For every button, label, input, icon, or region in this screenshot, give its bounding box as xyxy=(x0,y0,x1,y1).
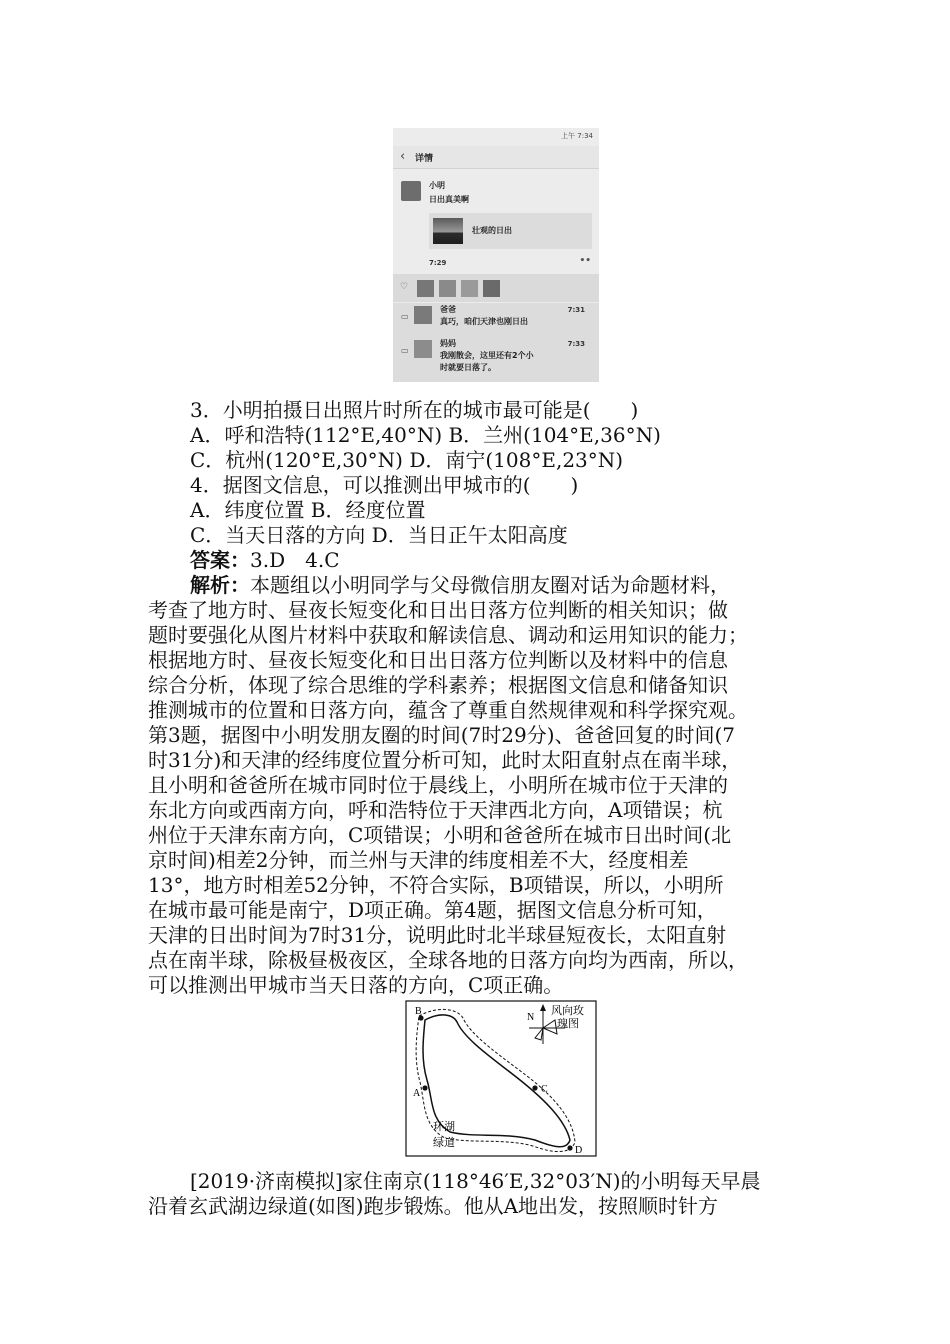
explanation-first-line xyxy=(190,573,730,597)
explanation-line: 13°，地方时相差52分钟，不符合实际，B项错误，所以，小明所 xyxy=(148,873,724,897)
north-label: N xyxy=(527,1012,535,1023)
comment-text: 我刚散会，这里还有2个小 xyxy=(440,351,534,360)
back-arrow-icon[interactable]: ‹ xyxy=(400,149,406,164)
wechat-moments-screenshot xyxy=(393,128,599,382)
sunrise-thumbnail xyxy=(433,218,463,244)
next-problem-line: [2019·济南模拟]家住南京(118°46′E,32°03′N)的小明每天早晨 xyxy=(190,1169,761,1193)
explanation-line: 在城市最可能是南宁，D项正确。第4题，据图文信息分析可知， xyxy=(148,898,717,922)
comment-text: 真巧，咱们天津也刚日出 xyxy=(440,317,528,326)
avatar[interactable] xyxy=(414,306,432,324)
post-text: 日出真美啊 xyxy=(429,195,469,204)
explanation-line: 点在南半球，除极昼极夜区，全球各地的日落方向均为西南，所以， xyxy=(148,948,748,972)
explanation-line: 考查了地方时、昼夜长短变化和日出日落方位判断的相关知识；做 xyxy=(148,598,728,622)
answer-value: 3.D 4.C xyxy=(250,548,340,572)
link-title: 壮观的日出 xyxy=(472,226,512,235)
explanation-line: 时31分)和天津的经纬度位置分析可知，此时太阳直射点在南半球， xyxy=(148,748,742,772)
explanation-text: 本题组以小明同学与父母微信朋友圈对话为命题材料， xyxy=(250,573,730,597)
explanation-line: 天津的日出时间为7时31分，说明此时北半球昼短夜长，太阳直射 xyxy=(148,923,727,947)
greenway-label: 环湖 xyxy=(433,1120,455,1133)
page-title: 详情 xyxy=(415,154,434,164)
avatar[interactable] xyxy=(414,340,432,358)
comment-time: 7:33 xyxy=(567,340,585,348)
question-3-options-cd: C．杭州(120°E,30°N) D．南宁(108°E,23°N) xyxy=(190,448,624,472)
wind-rose-label: 风向玫 xyxy=(551,1004,584,1017)
answer-label: 答案： xyxy=(190,548,250,572)
avatar[interactable] xyxy=(401,181,421,201)
comment-author[interactable]: 妈妈 xyxy=(440,339,456,348)
explanation-line: 东北方向或西南方向，呼和浩特位于天津西北方向，A项错误；杭 xyxy=(148,798,723,822)
point-c-marker xyxy=(532,1085,537,1090)
question-3-options-ab: A．呼和浩特(112°E,40°N) B．兰州(104°E,36°N) xyxy=(190,423,661,447)
avatar[interactable] xyxy=(461,280,478,297)
explanation-line: 推测城市的位置和日落方向，蕴含了尊重自然规律观和科学探究观。 xyxy=(148,698,748,722)
comment-text: 时就要日落了。 xyxy=(440,363,496,372)
north-arrowhead xyxy=(540,1004,546,1011)
point-d-marker xyxy=(567,1145,572,1150)
comment-author[interactable]: 爸爸 xyxy=(440,305,456,314)
question-4-options-cd: C．当天日落的方向 D．当日正午太阳高度 xyxy=(190,523,568,547)
point-b-label: B xyxy=(415,1006,422,1017)
explanation-line: 可以推测出甲城市当天日落的方向，C项正确。 xyxy=(148,973,564,997)
answer-line xyxy=(190,548,340,572)
post-time: 7:29 xyxy=(429,259,447,267)
wind-rose-petals xyxy=(535,1020,557,1040)
avatar[interactable] xyxy=(483,280,500,297)
comment-icon: ▭ xyxy=(401,346,409,355)
more-icon[interactable]: •• xyxy=(579,256,591,266)
question-3: 3．小明拍摄日出照片时所在的城市最可能是( ) xyxy=(190,398,639,422)
question-4-options-ab: A．纬度位置 B．经度位置 xyxy=(190,498,426,522)
point-d-label: D xyxy=(575,1145,583,1156)
explanation-line: 第3题，据图中小明发朋友圈的时间(7时29分)、爸爸回复的时间(7 xyxy=(148,723,736,747)
top-bar xyxy=(393,146,599,169)
explanation-line: 综合分析，体现了综合思维的学科素养；根据图文信息和储备知识 xyxy=(148,673,728,697)
explanation-label: 解析： xyxy=(190,573,250,597)
avatar[interactable] xyxy=(417,280,434,297)
explanation-line: 京时间)相差2分钟，而兰州与天津的纬度相差不大，经度相差 xyxy=(148,848,689,872)
greenway-label: 绿道 xyxy=(433,1136,455,1149)
comments-list xyxy=(393,303,599,382)
status-bar: 上午 7:34 xyxy=(561,132,593,140)
explanation-line: 根据地方时、昼夜长短变化和日出日落方位判断以及材料中的信息 xyxy=(148,648,728,672)
question-4: 4．据图文信息，可以推测出甲城市的( ) xyxy=(190,473,579,497)
comment-time: 7:31 xyxy=(567,306,585,314)
next-problem-line: 沿着玄武湖边绿道(如图)跑步锻炼。他从A地出发，按照顺时针方 xyxy=(148,1194,719,1218)
wind-rose-label: 瑰图 xyxy=(557,1017,579,1030)
post-author[interactable]: 小明 xyxy=(429,181,445,190)
heart-icon: ♡ xyxy=(400,282,409,292)
point-a-label: A xyxy=(413,1088,421,1099)
explanation-line: 题时要强化从图片材料中获取和解读信息、调动和运用知识的能力； xyxy=(148,623,748,647)
avatar[interactable] xyxy=(439,280,456,297)
shared-link-card[interactable] xyxy=(429,213,592,249)
explanation-line: 且小明和爸爸所在城市同时位于晨线上，小明所在城市位于天津的 xyxy=(148,773,728,797)
xuanwu-lake-map xyxy=(405,1000,597,1157)
explanation-line: 州位于天津东南方向，C项错误；小明和爸爸所在城市日出时间(北 xyxy=(148,823,732,847)
comment-icon: ▭ xyxy=(401,312,409,321)
likes-row xyxy=(393,274,599,302)
point-c-label: C xyxy=(541,1084,548,1095)
point-a-marker xyxy=(422,1085,427,1090)
